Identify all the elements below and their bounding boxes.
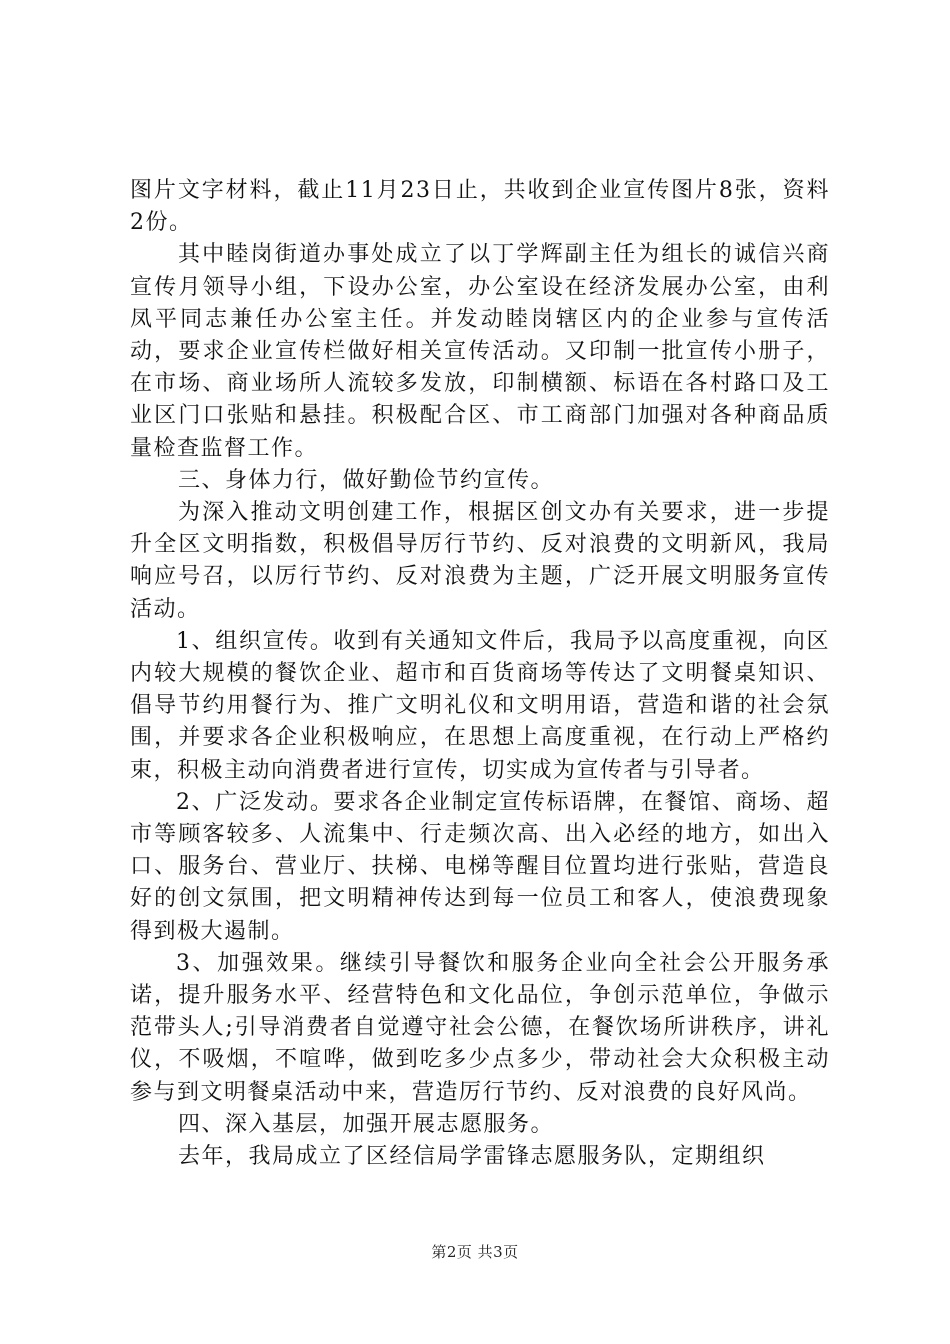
paragraph-item-1: 1、组织宣传。收到有关通知文件后，我局予以高度重视，向区内较大规模的餐饮企业、超市和百货商场等传达了文明餐桌知识、倡导节约用餐行为、推广文明礼仪和文明用语，营造和谐的社会氛围，并要求各企业积极响应，在思想上高度重视，在行动上严格约束，积极主动向消费者进行宣传，切实成为宣传者与引导者。 [130, 628, 830, 783]
document-body [130, 175, 830, 1173]
page-number-footer: 第2页 共3页 [431, 1243, 519, 1261]
paragraph-item-2: 2、广泛发动。要求各企业制定宣传标语牌，在餐馆、商场、超市等顾客较多、人流集中、行走频次高、出入必经的地方，如出入口、服务台、营业厅、扶梯、电梯等醒目位置均进行张贴，营造良好的创文氛围，把文明精神传达到每一位员工和客人，使浪费现象得到极大遏制。 [130, 789, 830, 944]
section-heading-4: 四、深入基层，加强开展志愿服务。 [178, 1111, 555, 1137]
section-heading-3: 三、身体力行，做好勤俭节约宣传。 [178, 467, 555, 493]
paragraph-item-3: 3、加强效果。继续引导餐饮和服务企业向全社会公开服务承诺，提升服务水平、经营特色和文化品位，争创示范单位，争做示范带头人;引导消费者自觉遵守社会公德，在餐饮场所讲秩序，讲礼仪，不吸烟，不喧哗，做到吃多少点多少，带动社会大众积极主动参与到文明餐桌活动中来，营造厉行节约、反对浪费的良好风尚。 [130, 950, 830, 1105]
paragraph-volunteer: 去年，我局成立了区经信局学雷锋志愿服务队，定期组织 [178, 1144, 766, 1170]
paragraph-leading-group: 其中睦岗街道办事处成立了以丁学辉副主任为组长的诚信兴商宣传月领导小组，下设办公室，办公室设在经济发展办公室，由利凤平同志兼任办公室主任。并发动睦岗辖区内的企业参与宣传活动，要求企业宣传栏做好相关宣传活动。又印制一批宣传小册子，在市场、商业场所人流较多发放，印制横额、标语在各村路口及工业区门口张贴和悬挂。积极配合区、市工商部门加强对各种商品质量检查监督工作。 [130, 242, 830, 461]
paragraph-civilization-drive: 为深入推动文明创建工作，根据区创文办有关要求，进一步提升全区文明指数，积极倡导厉行节约、反对浪费的文明新风，我局响应号召，以厉行节约、反对浪费为主题，广泛开展文明服务宣传活动。 [130, 500, 830, 622]
paragraph-continuation: 图片文字材料，截止11月23日止，共收到企业宣传图片8张，资料2份。 [130, 178, 830, 236]
